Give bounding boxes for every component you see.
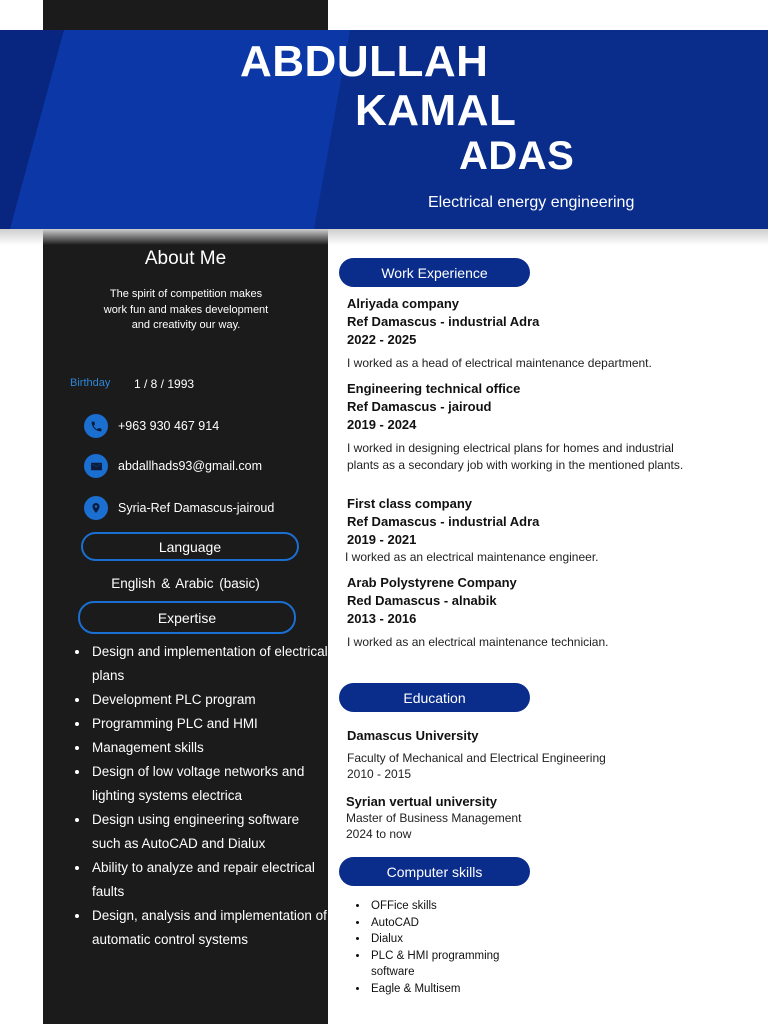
- job-entry: [347, 495, 727, 566]
- job-company: First class company: [347, 496, 472, 511]
- job-years: 2019 - 2024: [347, 417, 417, 432]
- list-item: • Ability to analyze and repair electrical faults: [90, 856, 330, 904]
- banner-shadow: [0, 229, 768, 245]
- list-item: • PLC & HMI programming software: [369, 948, 541, 981]
- education-entry: [347, 727, 727, 782]
- job-description: I worked as an electrical maintenance engineer.: [345, 550, 599, 564]
- job-years: 2019 - 2021: [347, 532, 417, 547]
- list-item: • Development PLC program: [90, 688, 330, 712]
- education-years: 2024 to now: [346, 827, 412, 841]
- name-line-middle: KAMAL: [355, 86, 517, 135]
- contact-location: [84, 496, 274, 520]
- job-entry: [347, 380, 727, 474]
- list-item: • Eagle & Multisem: [369, 981, 569, 998]
- job-description: I worked as an electrical maintenance technician.: [347, 635, 609, 649]
- birthday-label: Birthday: [70, 377, 111, 389]
- expertise-heading: Expertise: [78, 601, 296, 634]
- contact-email: [84, 454, 262, 478]
- list-item: • Design of low voltage networks and lighting systems electrica: [90, 760, 330, 808]
- education-degree: Master of Business Management: [346, 811, 522, 825]
- job-location: Ref Damascus - jairoud: [347, 399, 492, 414]
- education-years: 2010 - 2015: [347, 767, 412, 781]
- language-text: English & Arabic (basic): [111, 576, 260, 591]
- job-description: I worked as a head of electrical maintenance department.: [347, 356, 652, 370]
- expertise-list: [70, 640, 330, 952]
- name-line-last: ADAS: [459, 134, 575, 178]
- list-item: • AutoCAD: [369, 915, 569, 932]
- job-description: I worked in designing electrical plans for homes and industrial plants as a secondary job with working in the mentioned plants.: [347, 441, 684, 472]
- list-item: • OFFice skills: [369, 898, 569, 915]
- work-experience-heading: Work Experience: [339, 258, 530, 287]
- job-entry: [347, 574, 727, 651]
- education-institution: Syrian vertual university: [346, 794, 498, 809]
- education-entry: [346, 793, 726, 842]
- location-icon: [84, 496, 108, 520]
- about-text: The spirit of competition makes work fun and makes development and creativity our way.: [103, 288, 269, 331]
- list-item: • Design, analysis and implementation of automatic control systems: [90, 904, 330, 952]
- job-location: Red Damascus - alnabik: [347, 593, 497, 608]
- job-location: Ref Damascus - industrial Adra: [347, 314, 540, 329]
- education-institution: Damascus University: [347, 728, 479, 743]
- job-years: 2022 - 2025: [347, 332, 417, 347]
- contact-phone: [84, 414, 219, 438]
- birthday-value: 1 / 8 / 1993: [134, 377, 195, 391]
- job-years: 2013 - 2016: [347, 611, 417, 626]
- job-company: Alriyada company: [347, 296, 459, 311]
- education-degree: Faculty of Mechanical and Electrical Engineering: [347, 751, 606, 765]
- education-heading: Education: [339, 683, 530, 712]
- phone-text: +963 930 467 914: [118, 419, 220, 433]
- name-line-first: ABDULLAH: [240, 37, 489, 86]
- list-item: • Design and implementation of electrical plans: [90, 640, 330, 688]
- phone-icon: [84, 414, 108, 438]
- computer-skills-heading: Computer skills: [339, 857, 530, 886]
- location-text: Syria-Ref Damascus-jairoud: [118, 501, 275, 515]
- job-entry: [347, 295, 727, 372]
- about-heading: About Me: [144, 248, 227, 269]
- job-location: Ref Damascus - industrial Adra: [347, 514, 540, 529]
- job-title: Electrical energy engineering: [428, 194, 635, 211]
- list-item: • Dialux: [369, 931, 569, 948]
- language-heading: Language: [81, 532, 299, 561]
- email-text: abdallhads93@gmail.com: [118, 459, 263, 473]
- job-company: Arab Polystyrene Company: [347, 575, 517, 590]
- list-item: • Management skills: [90, 736, 330, 760]
- job-company: Engineering technical office: [347, 381, 521, 396]
- list-item: • Programming PLC and HMI: [90, 712, 330, 736]
- computer-skills-list: [351, 898, 569, 997]
- list-item: • Design using engineering software such as AutoCAD and Dialux: [90, 808, 330, 856]
- mail-icon: [84, 454, 108, 478]
